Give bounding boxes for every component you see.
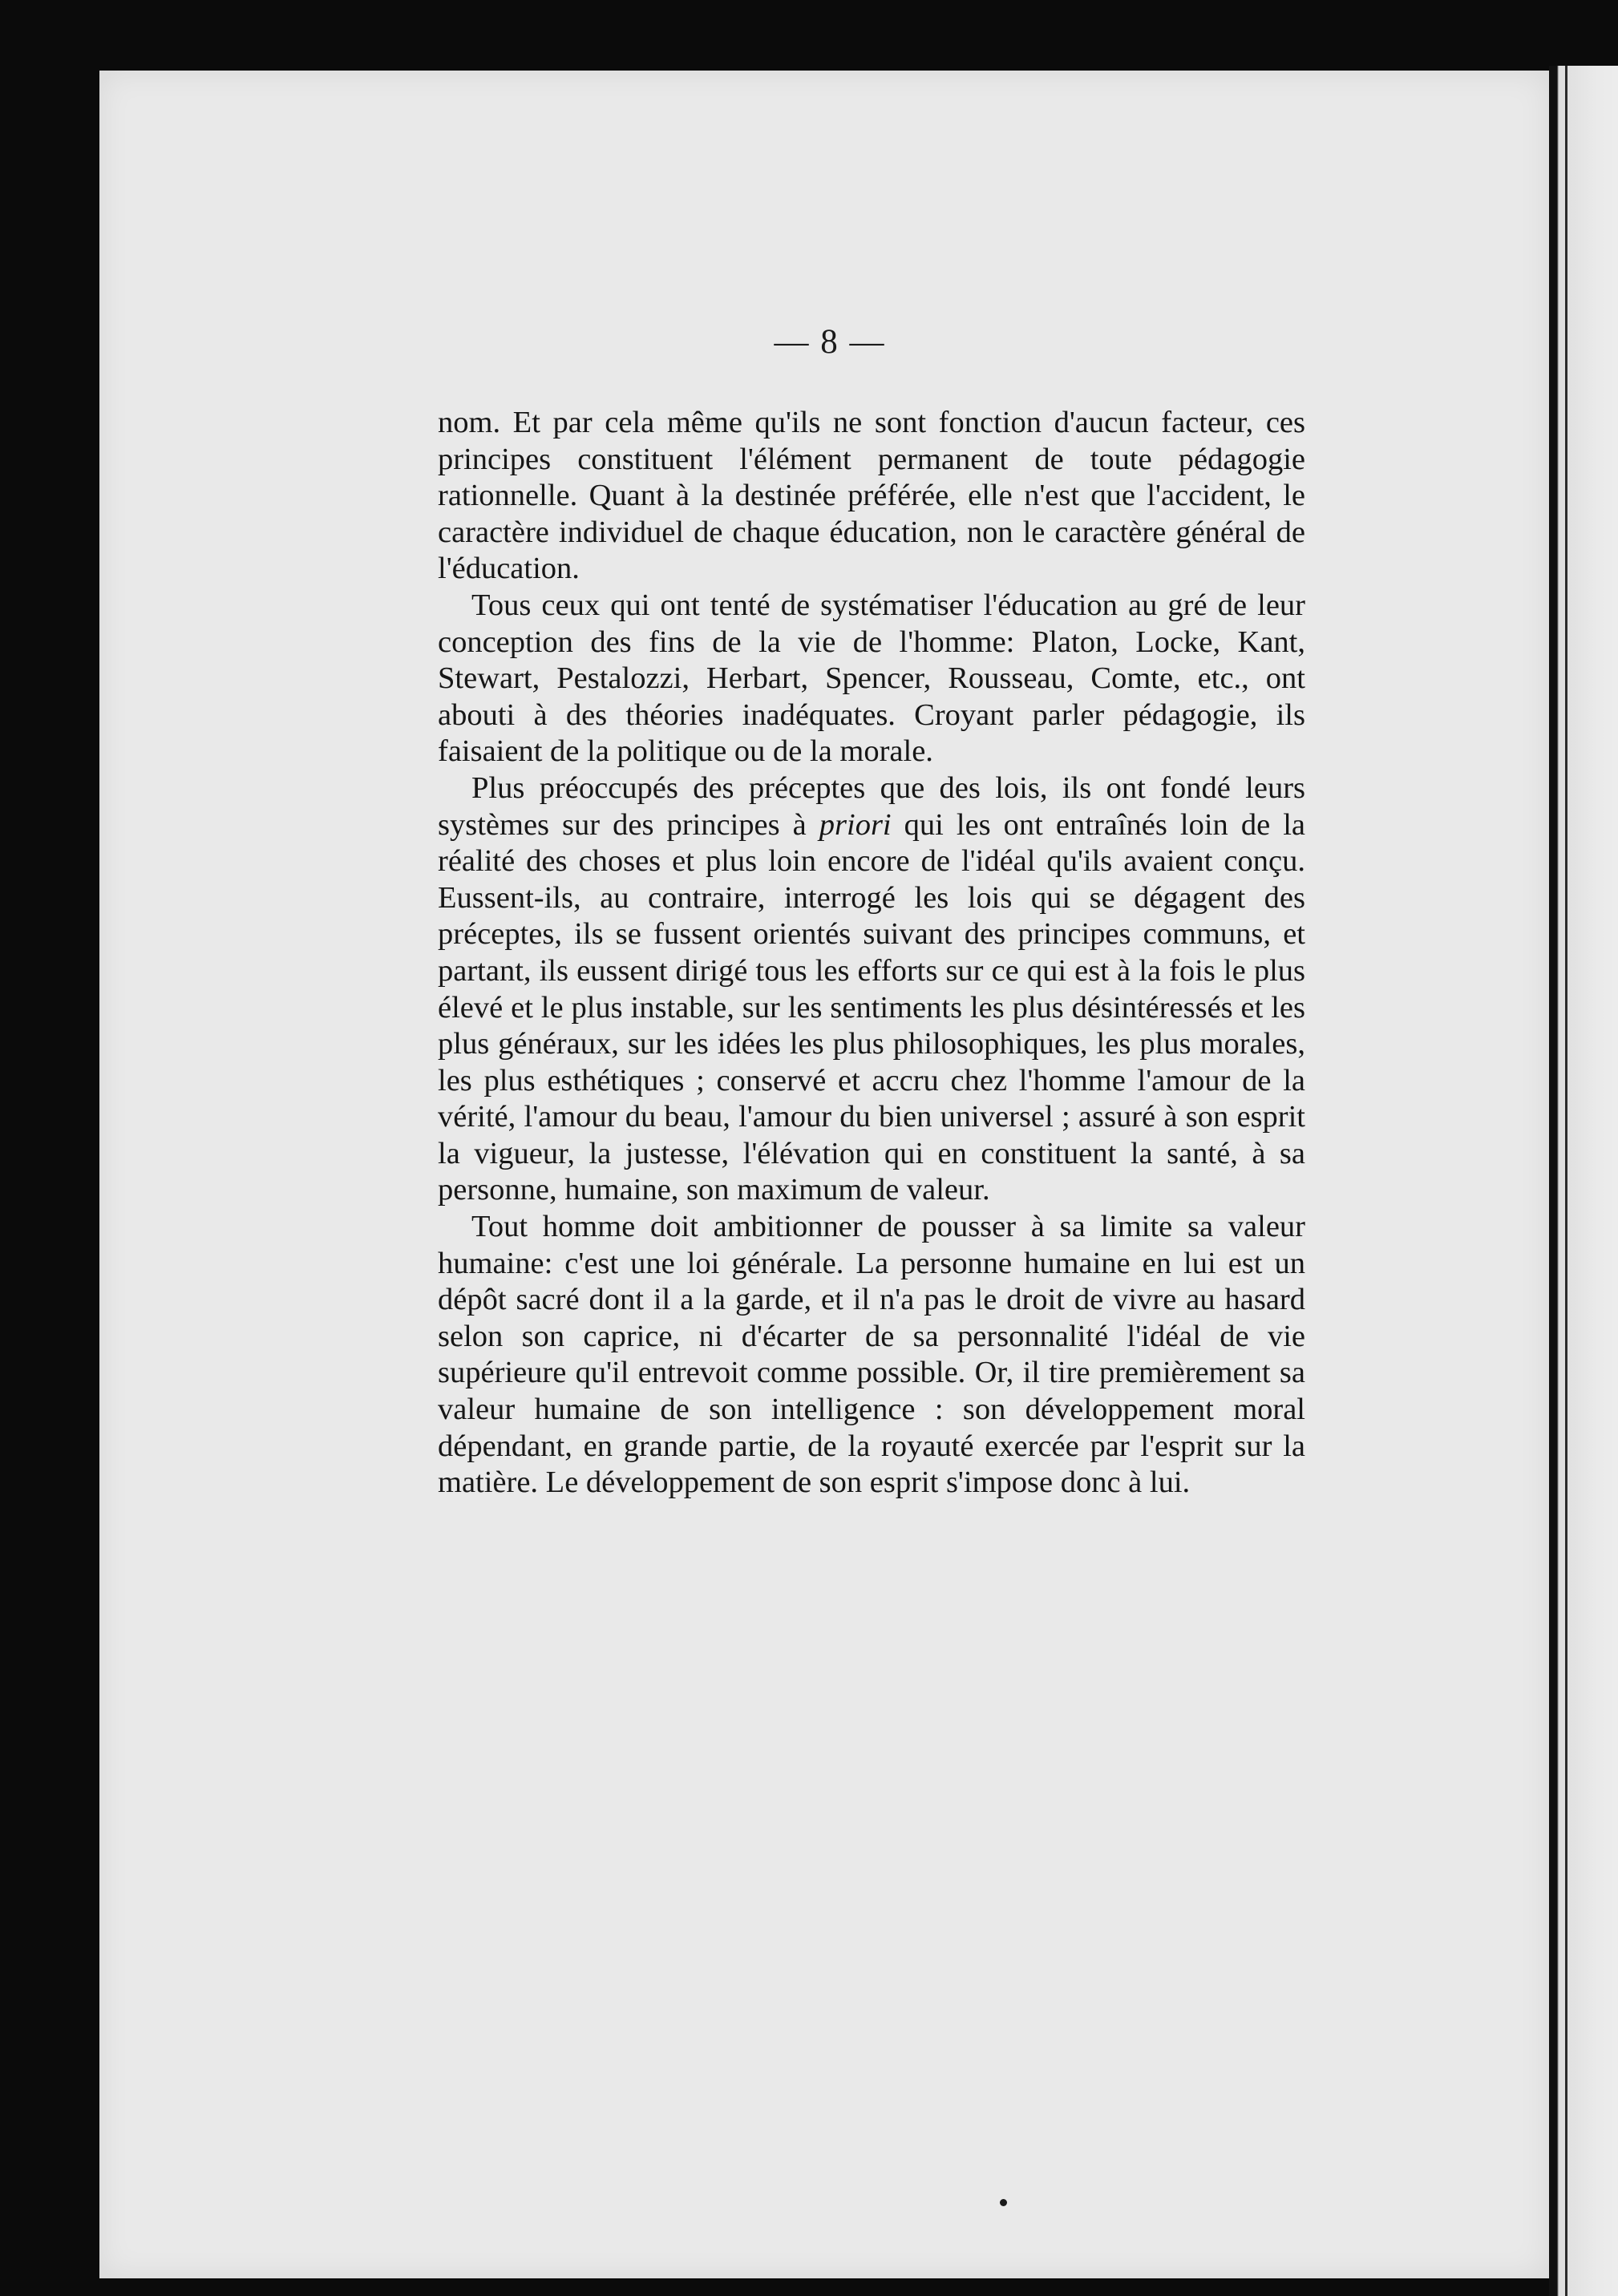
facing-page-edge <box>1549 66 1618 2296</box>
paragraph-3: Plus préoccupés des préceptes que des lois, ils ont fondé leurs systèmes sur des principes à priori qui les ont entraînés loin de la réalité des choses et plus loin encore de l'idéal qu'ils avaient conçu. Eussent-ils, au contraire, interrogé les lois qui se dégagent des préceptes, ils se fussent orientés suivant des principes communs, et partant, ils eussent dirigé tous les efforts sur ce qui est à la fois le plus élevé et le plus instable, sur les sentiments les plus désintéressés et les plus généraux, sur les idées les plus philosophiques, les plus morales, les plus esthétiques ; conservé et accru chez l'homme l'amour de la vérité, l'amour du beau, l'amour du bien universel ; assuré à son esprit la vigueur, la justesse, l'élévation qui en constituent la santé, à sa personne, humaine, son maximum de valeur. <box>438 770 1305 1207</box>
page-number: — 8 — <box>774 323 886 361</box>
ink-speck <box>1000 2199 1007 2206</box>
italic-latin-term: priori <box>819 807 892 842</box>
paragraph-2: Tous ceux qui ont tenté de systématiser l'éducation au gré de leur conception des fins de la vie de l'homme: Platon, Locke, Kant, Stewart, Pestalozzi, Herbart, Spencer, Rousseau, Comte, etc., ont abouti à des théories inadéquates. Croyant parler pédagogie, ils faisaient de la politique ou de la morale. <box>438 588 1305 769</box>
paragraph-1: nom. Et par cela même qu'ils ne sont fonction d'aucun facteur, ces principes constituent l'élément permanent de toute pédagogie rationnelle. Quant à la destinée préférée, elle n'est que l'accident, le caractère individuel de chaque éducation, non le caractère général de l'éducation. <box>438 406 1305 586</box>
page-body-text <box>438 405 1305 1502</box>
paragraph-4: Tout homme doit ambitionner de pousser à sa limite sa valeur humaine: c'est une loi générale. La personne humaine en lui est un dépôt sacré dont il a la garde, et il n'a pas le droit de vivre au hasard selon son caprice, ni d'écarter de sa personnalité l'idéal de vie supérieure qu'il entrevoit comme possible. Or, il tire premièrement sa valeur humaine de son intelligence : son développement moral dépendant, en grande partie, de la royauté exercée par l'esprit sur la matière. Le développement de son esprit s'impose donc à lui. <box>438 1210 1305 1500</box>
page-gutter-line <box>1565 66 1567 2296</box>
